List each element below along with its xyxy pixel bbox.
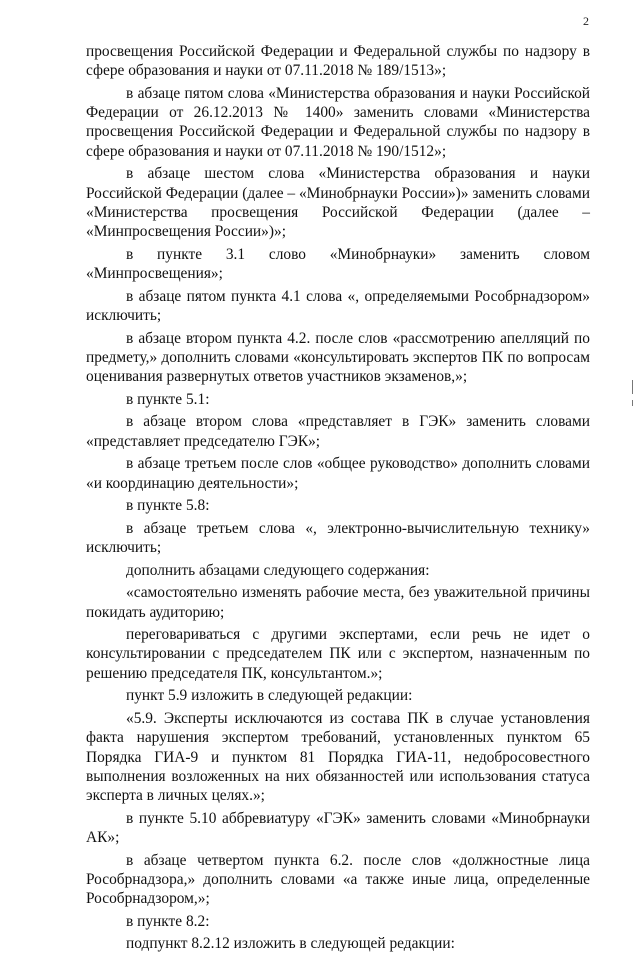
paragraph: пункт 5.9 изложить в следующей редакции: [126, 687, 413, 705]
document-body [86, 42, 590, 957]
paragraph: в абзаце шестом слова «Министерства образования и науки Российской Федерации (далее – «Минобрнауки России»)» заменить словами «Министерства просвещения Российской Федерации (далее – «Минпросвещения России»)»; [86, 165, 590, 241]
paragraph: в абзаце пятом пункта 4.1 слова «, определяемыми Рособрнадзором» исключить; [86, 287, 590, 325]
scan-artifact [632, 380, 633, 394]
page-number: 2 [583, 14, 589, 28]
paragraph: в абзаце третьем слова «, электронно-вычислительную технику» исключить; [86, 519, 590, 557]
paragraph: в абзаце третьем после слов «общее руководство» дополнить словами «и координацию деятельности»; [86, 455, 590, 492]
paragraph: «5.9. Эксперты исключаются из состава ПК в случае установления факта нарушения экспертом требований, установленных пунктом 65 Порядка ГИА-9 и пунктом 81 Порядка ГИА-11, недобросовестного выполнения возложенных на них обязанностей или использования статуса эксперта в личных целях.»; [86, 709, 590, 805]
paragraph: в абзаце втором пункта 4.2. после слов «рассмотрению апелляций по предмету,» дополнить словами «консультировать экспертов ПК по вопросам оценивания развернутых ответов участников экзаменов,»; [86, 329, 590, 386]
paragraph: в пункте 5.8: [126, 497, 210, 515]
paragraph: переговариваться с другими экспертами, если речь не идет о консультировании с председателем ПК или с экспертом, назначенным по решению председателя ПК, консультантом.»; [86, 626, 590, 682]
paragraph: в абзаце пятом слова «Министерства образования и науки Российской Федерации от 26.12.2013 № 1400» заменить словами «Министерства просвещения Российской Федерации и Федеральной службы по надзору в сфере образования и науки от 07.11.2018 № 190/1512»; [86, 84, 590, 160]
paragraph: в пункте 5.1: [126, 390, 210, 408]
paragraph: в пункте 3.1 слово «Минобрнауки» заменить словом «Минпросвещения»; [86, 245, 590, 283]
paragraph: в абзаце втором слова «представляет в ГЭК» заменить словами «представляет председателю ГЭК»; [86, 413, 590, 450]
paragraph: «самостоятельно изменять рабочие места, без уважительной причины покидать аудиторию; [86, 584, 590, 621]
paragraph: просвещения Российской Федерации и Федеральной службы по надзору в сфере образования и науки от 07.11.2018 № 189/1513»; [86, 43, 590, 80]
scan-artifact [632, 400, 633, 406]
paragraph: в пункте 8.2: [126, 912, 210, 930]
paragraph: дополнить абзацами следующего содержания: [126, 561, 430, 579]
paragraph: в абзаце четвертом пункта 6.2. после слов «должностные лица Рособрнадзора,» дополнить словами «а также иные лица, определенные Рособрнадзором,»; [86, 851, 590, 908]
paragraph: подпункт 8.2.12 изложить в следующей редакции: [126, 935, 455, 953]
paragraph: в пункте 5.10 аббревиатуру «ГЭК» заменить словами «Минобрнауки АК»; [86, 809, 590, 847]
